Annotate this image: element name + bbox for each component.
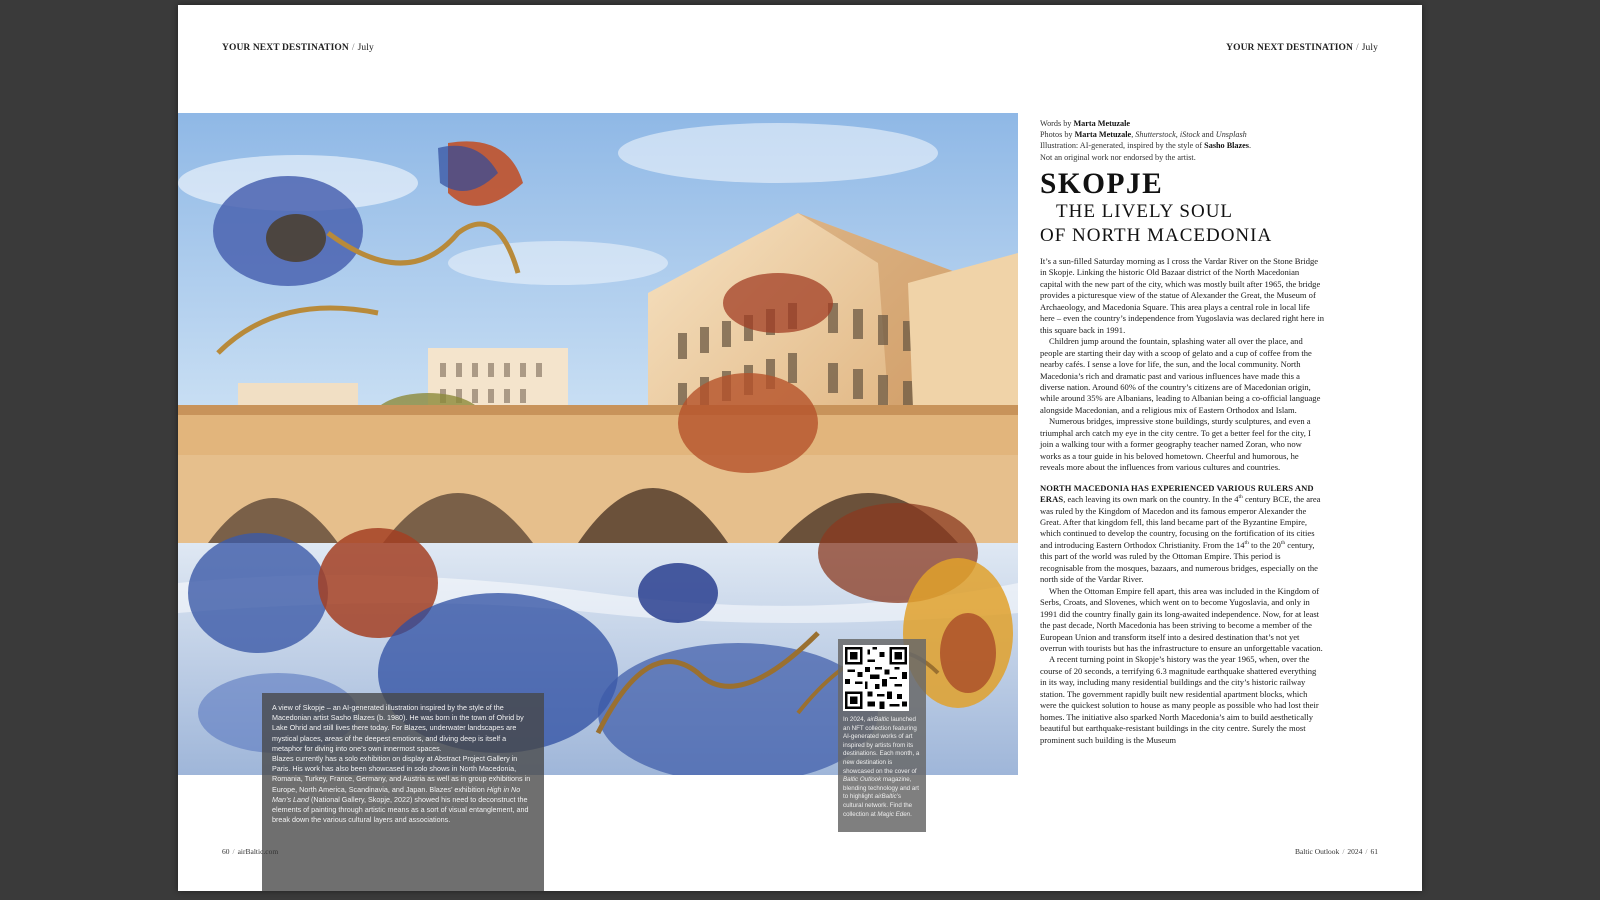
credit-illustration: Illustration: AI-generated, inspired by the style of Sasho Blazes. [1040,141,1252,151]
headline-city: SKOPJE [1040,167,1164,200]
illustration-caption [262,693,544,891]
qr-note-text: In 2024, airBaltic launched an NFT collection featuring AI-generated works of art inspired by artists from its destinations. Each month, a new destination is showcased on the cover of Baltic Outlook magazine, blending technology and art to highlight airBaltic’s cultural network. Find the collection at Magic Eden. [843,716,920,818]
body-paragraph-6: A recent turning point in Skopje’s history was the year 1965, when, over the course of 20 seconds, a terrifying 6.3 magnitude earthquake shattered everything in its way, including many residential buildings and the city’s historic railway station. The government rapidly built new residential apartment blocks, which were the quickest solution to house as many people as possible who had lost their homes. The initiative also sparked North Macedonia’s aim to build aesthetically beautiful but earthquake-resistant buildings in the city centre. Surely the most prominent such building is the Museum [1040,654,1319,745]
folio-left: 60 / airBaltic.com [222,847,279,856]
article-body [1040,256,1324,746]
headline-subtitle-1: THE LIVELY SOUL [1056,201,1234,222]
credit-photos: Photos by Marta Metuzale, Shutterstock, iStock and Unsplash [1040,130,1247,140]
qr-code-icon[interactable] [843,645,909,711]
article-credits [1040,118,1340,163]
running-head-left: YOUR NEXT DESTINATION / July [222,43,374,53]
article-headline [1040,168,1340,248]
body-paragraph-3: Numerous bridges, impressive stone buildings, sturdy sculptures, and even a triumphal arch catch my eye in the city centre. To get a better feel for the city, I join a walking tour with a former geography teacher named Zoran, who now works as a tour guide in his beloved hometown. Cheerful and humorous, he reveals more about the influences from various cultures and countries. [1040,416,1311,473]
caption-paragraph-2: Blazes currently has a solo exhibition on display at Abstract Project Gallery in Paris. His work has also been showcased in solo shows in North Macedonia, Romania, Turkey, France, Germany, and Austria as well as in group exhibitions in Europe, North America, Scandinavia, and Japan. Blazes’ exhibition High in No Man’s Land (National Gallery, Skopje, 2022) showed his need to deconstruct the elements of painting through artistic means as a sort of visual entanglement, and break down the various cultural layers and associations. [272,754,531,825]
body-paragraph-1: It’s a sun-filled Saturday morning as I cross the Vardar River on the Stone Bridge in Skopje. Linking the historic Old Bazaar district of the North Macedonian capital with the new part of the city, which was mostly built after 1965, the bridge provides a picturesque view of the statue of Alexander the Great, the Museum of Archaeology, and Macedonia Square. This area plays a central role in local life here – even the country’s independence from Yugoslavia was declared right here in this square back in 1991. [1040,256,1324,335]
magazine-spread [178,5,1422,891]
folio-right: Baltic Outlook / 2024 / 61 [1294,847,1378,856]
credit-words: Words by Marta Metuzale [1040,119,1131,128]
credit-disclaimer: Not an original work nor endorsed by the artist. [1040,152,1196,162]
nft-qr-panel [838,639,926,832]
headline-subtitle-2: OF NORTH MACEDONIA [1040,225,1273,246]
body-paragraph-4: NORTH MACEDONIA HAS EXPERIENCED VARIOUS RULERS AND ERAS, each leaving its own mark on the country. In the 4th century BCE, the area was ruled by the Kingdom of Macedon and its famous emperor Alexander the Great. After that kingdom fell, this land became part of the Byzantine Empire, which continued to develop the country, focusing on the fortification of its cities and introducing Eastern Orthodox Christianity. From the 14th to the 20th century, this part of the world was ruled by the Ottoman Empire. This period is recognisable from the mosques, bazaars, and numerous bridges, especially on the north side of the Vardar River. [1040,482,1321,585]
running-head-right: YOUR NEXT DESTINATION / July [1226,43,1378,53]
body-paragraph-2: Children jump around the fountain, splashing water all over the place, and people are starting their day with a scoop of gelato and a cup of coffee from the nearby cafés. I sense a love for life, the sun, and the local community. North Macedonia’s rich and dramatic past and various influences have made this a diverse nation. Around 60% of the country’s citizens are of Macedonian origin, while around 35% are Albanians, leading to Albanian being a co-official language alongside Macedonian, and a religious mix of Eastern Orthodox and Islam. [1040,336,1321,415]
body-paragraph-5: When the Ottoman Empire fell apart, this area was included in the Kingdom of Serbs, Croats, and Slovenes, which went on to become Yugoslavia, and only in 1991 did the country finally gain its long-awaited independence. Now, for at least the past decade, North Macedonia has been striving to become a member of the European Union and transform itself into a desired destination that’s not yet overrun with tourists but has the infrastructure to ensure an unforgettable vacation. [1040,585,1323,653]
caption-paragraph-1: A view of Skopje – an AI-generated illustration inspired by the style of the Macedonian artist Sasho Blazes (b. 1980). He was born in the town of Ohrid by Lake Ohrid and still lives there today. For Blazes, underwater landscapes are mystical places, areas of the deepest emotions, and diving deep is itself a metaphor for diving into one’s own innermost spaces. [272,703,524,753]
